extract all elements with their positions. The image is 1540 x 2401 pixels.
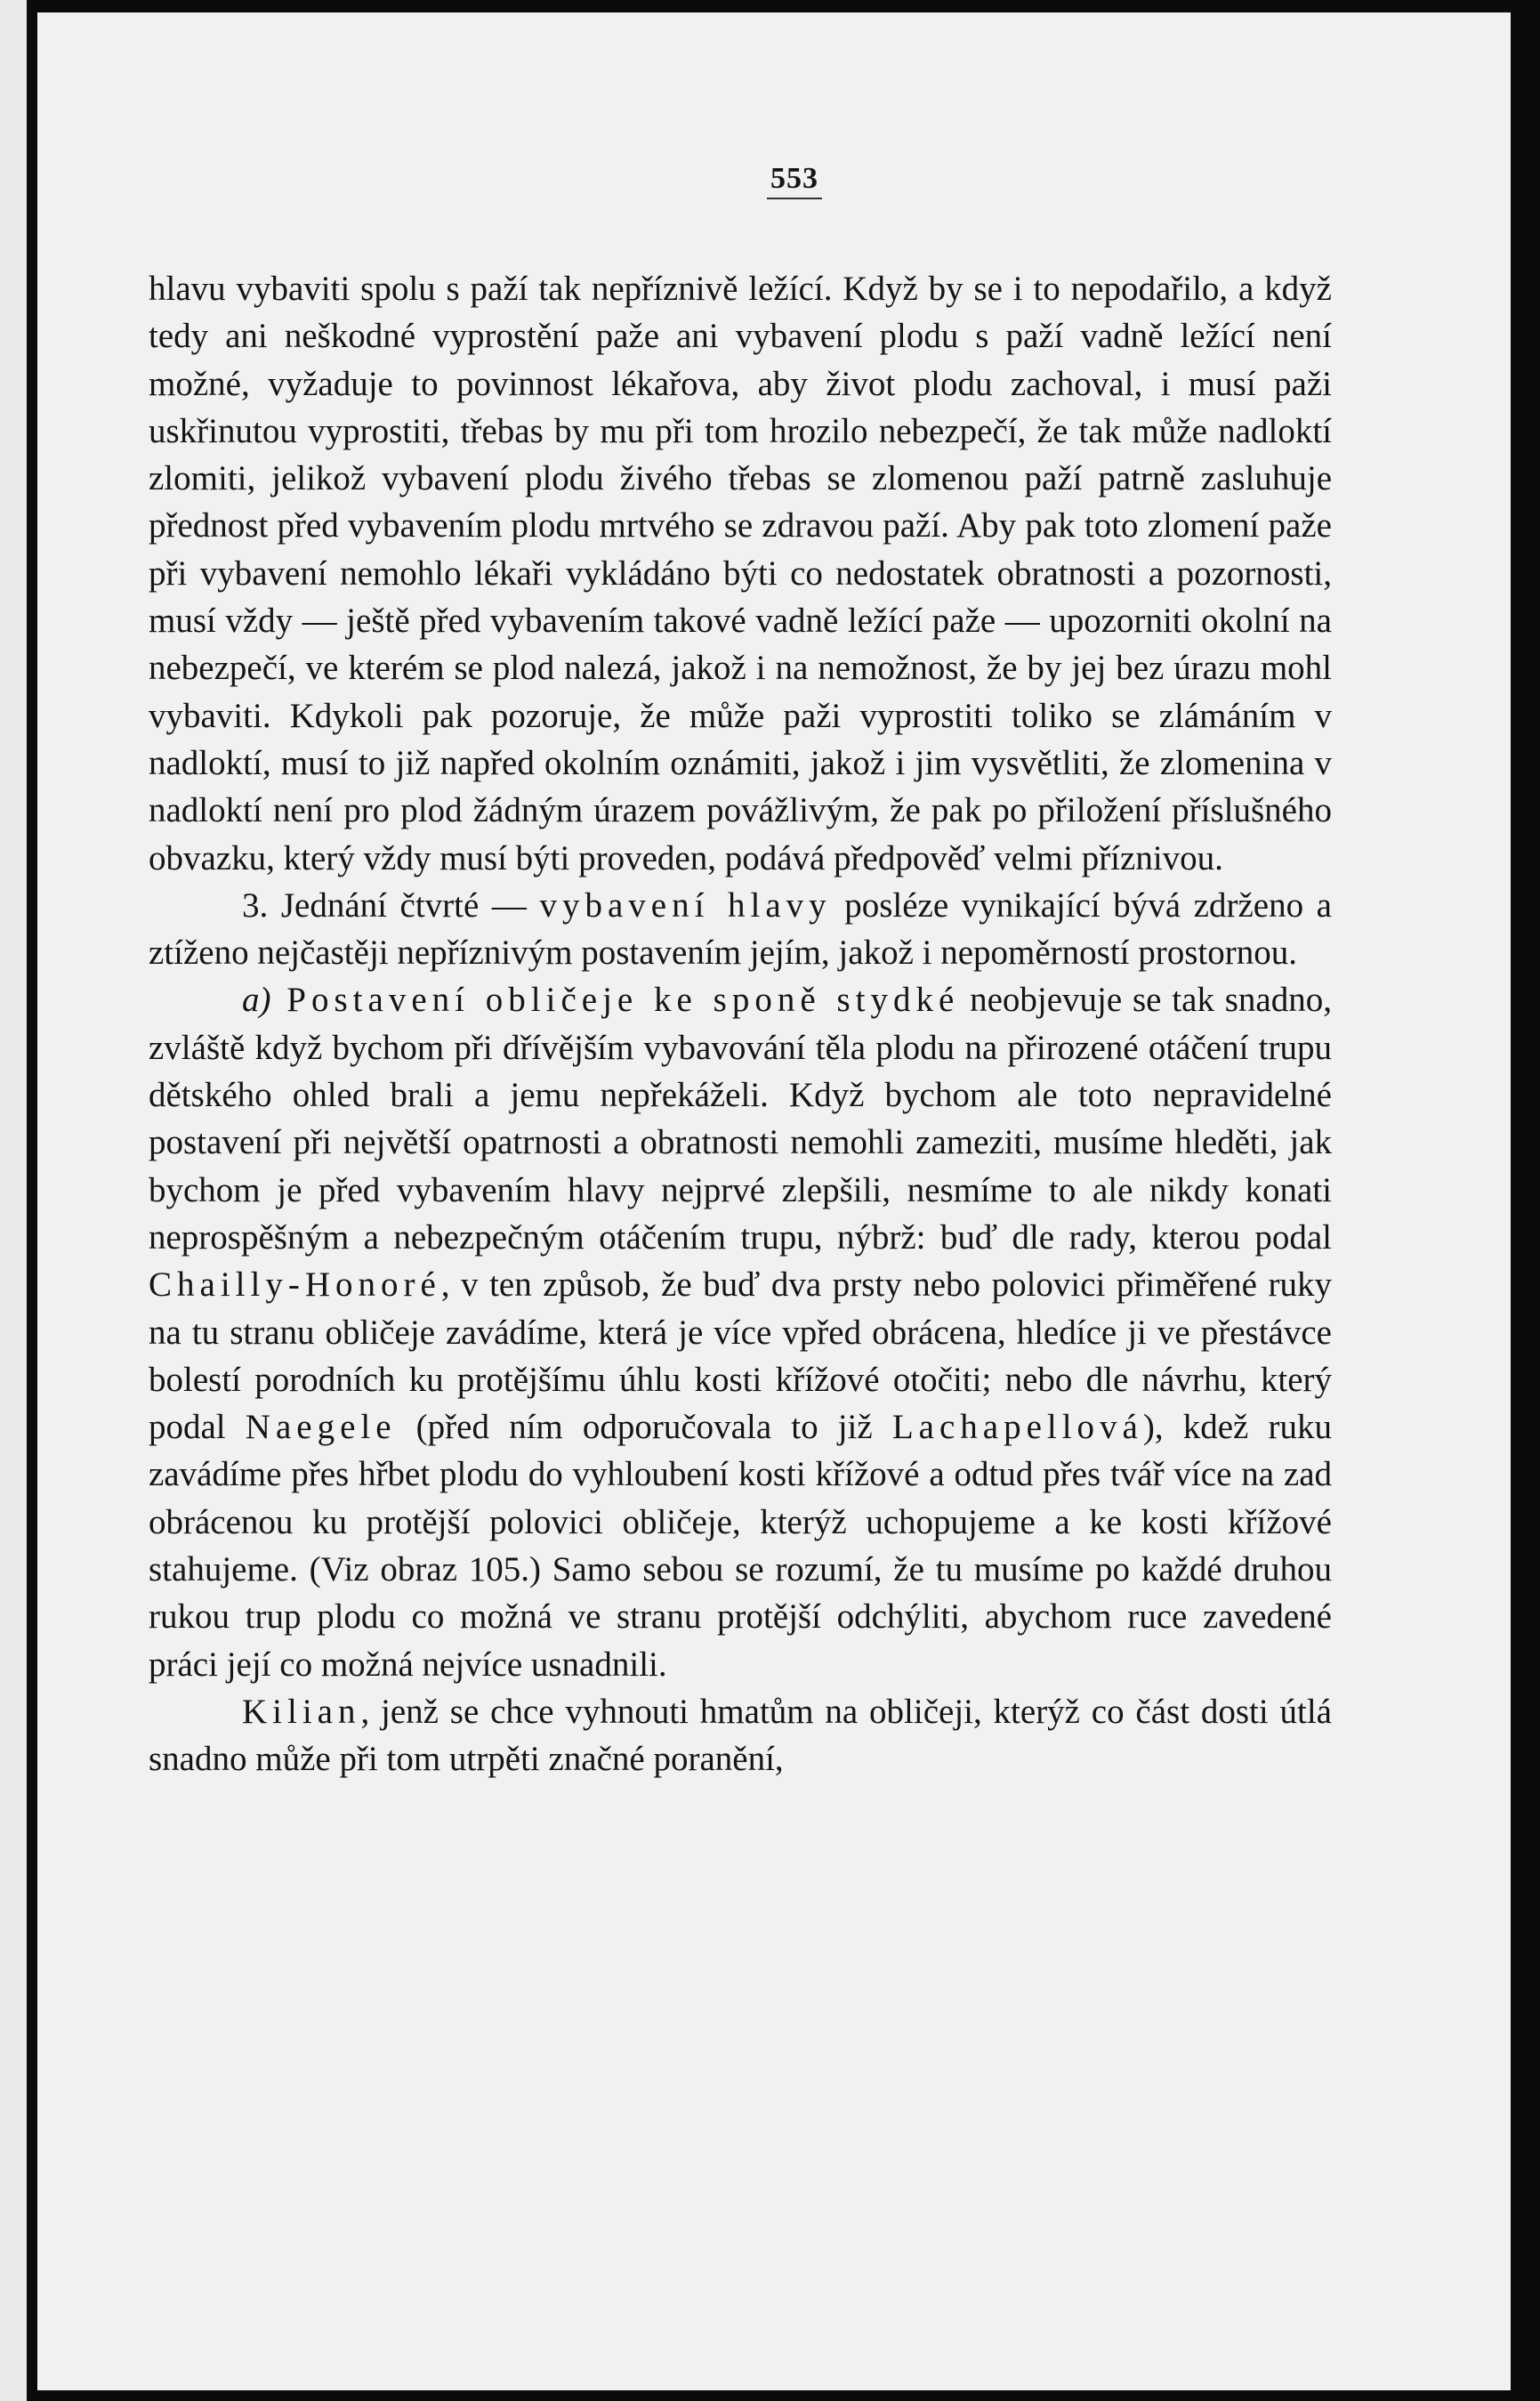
paragraph-2-rest: posléze vynikající bývá zdrženo a ztíženo nejčastěji nepříznivým postavením jejím, jakož i nepoměrností prostornou.	[149, 885, 1332, 973]
paragraph-3-spaced-heading: Postavení obličeje ke sponě stydké	[270, 981, 960, 1020]
page-number	[37, 162, 1511, 199]
paragraph-2-spaced-heading: vybavení hlavy	[539, 885, 832, 925]
page-number-text: 553	[767, 162, 822, 199]
paragraph-4	[149, 1688, 1332, 1783]
author-lachapellova: Lachapellová	[891, 1408, 1143, 1447]
paragraph-4-rest: , jenž se chce vyhnouti hmatům na obličeji, kterýž co část dosti útlá snadno může při tom utrpěti značné poranění,	[149, 1692, 1332, 1779]
paragraph-1	[149, 265, 1332, 882]
author-kilian: Kilian	[242, 1692, 361, 1731]
page-body	[149, 265, 1332, 1783]
paragraph-3-rest: neobjevuje se tak snadno, zvláště když bychom při dřívějším vybavování těla plodu na přirozené otáčení trupu dětského ohled brali a jemu nepřekáželi. Když bychom ale toto nepravidelné postavení při největší opatrnosti a obratnosti nemohli zameziti, musíme hleděti, jak bychom je před vybavením hlavy nejprvé zlepšili, nesmíme to ale nikdy konati neprospěšným a nebezpečným otáčením trupu, nýbrž: buď dle rady, kterou podal	[149, 981, 1332, 1257]
paragraph-2-lead: 3. Jednání čtvrté —	[242, 885, 540, 925]
author-chailly-honore: Chailly-Honoré	[149, 1265, 441, 1305]
scan-left-edge	[0, 0, 27, 2401]
paragraph-3-rest-2: , v ten způsob, že buď dva prsty nebo polovici přiměřené ruky na tu stranu obličeje zavádíme, která je více vpřed obrácena, hledíce ji ve přestávce bolestí porodních ku protějšímu úhlu kosti křížové otočiti; nebo dle návrhu, který podal	[149, 1265, 1332, 1447]
paragraph-3-marker: a)	[242, 981, 271, 1020]
paragraph-3	[149, 976, 1332, 1687]
paragraph-3-rest-4: ), kdež ruku zavádíme přes hřbet plodu do vyhloubení kosti křížové a odtud přes tvář více na zad obrácenou ku protější polovici obličeje, kterýž uchopujeme a ke kosti křížové stahujeme. (Viz obraz 105.) Samo sebou se rozumí, že tu musíme po každé druhou rukou trup plodu co možná ve stranu protější odchýliti, abychom ruce zavedené práci její co možná nejvíce usnadnili.	[149, 1408, 1332, 1684]
paragraph-3-rest-3: (před ním odporučovala to již	[396, 1408, 892, 1447]
author-naegele: Naegele	[245, 1408, 397, 1447]
paragraph-2	[149, 882, 1332, 977]
paragraph-1-text: hlavu vybaviti spolu s paží tak nepříznivě ležící. Když by se i to nepodařilo, a když tedy ani neškodné vyprostění paže ani vybavení plodu s paží vadně ležící není možné, vyžaduje to povinnost lékařova, aby život plodu zachoval, i musí paži uskřinutou vyprostiti, třebas by mu při tom hrozilo nebezpečí, že tak může nadloktí zlomiti, jelikož vybavení plodu živého třebas se zlomenou paží patrně zasluhuje přednost před vybavením plodu mrtvého se zdravou paží. Aby pak toto zlomení paže při vybavení nemohlo lékaři vykládáno býti co nedostatek obratnosti a pozornosti, musí vždy — ještě před vybavením takové vadně ležící paže — upozorniti okolní na nebezpečí, ve kterém se plod nalezá, jakož i na nemožnost, že by jej bez úrazu mohl vybaviti. Kdykoli pak pozoruje, že může paži vyprostiti toliko se zlámáním v nadloktí, musí to již napřed okolním oznámiti, jakož i jim vysvětliti, že zlomenina v nadloktí není pro plod žádným úrazem povážlivým, že pak po přiložení příslušného obvazku, který vždy musí býti proveden, podává předpověď velmi příznivou.	[149, 270, 1332, 877]
book-page	[37, 12, 1511, 2390]
